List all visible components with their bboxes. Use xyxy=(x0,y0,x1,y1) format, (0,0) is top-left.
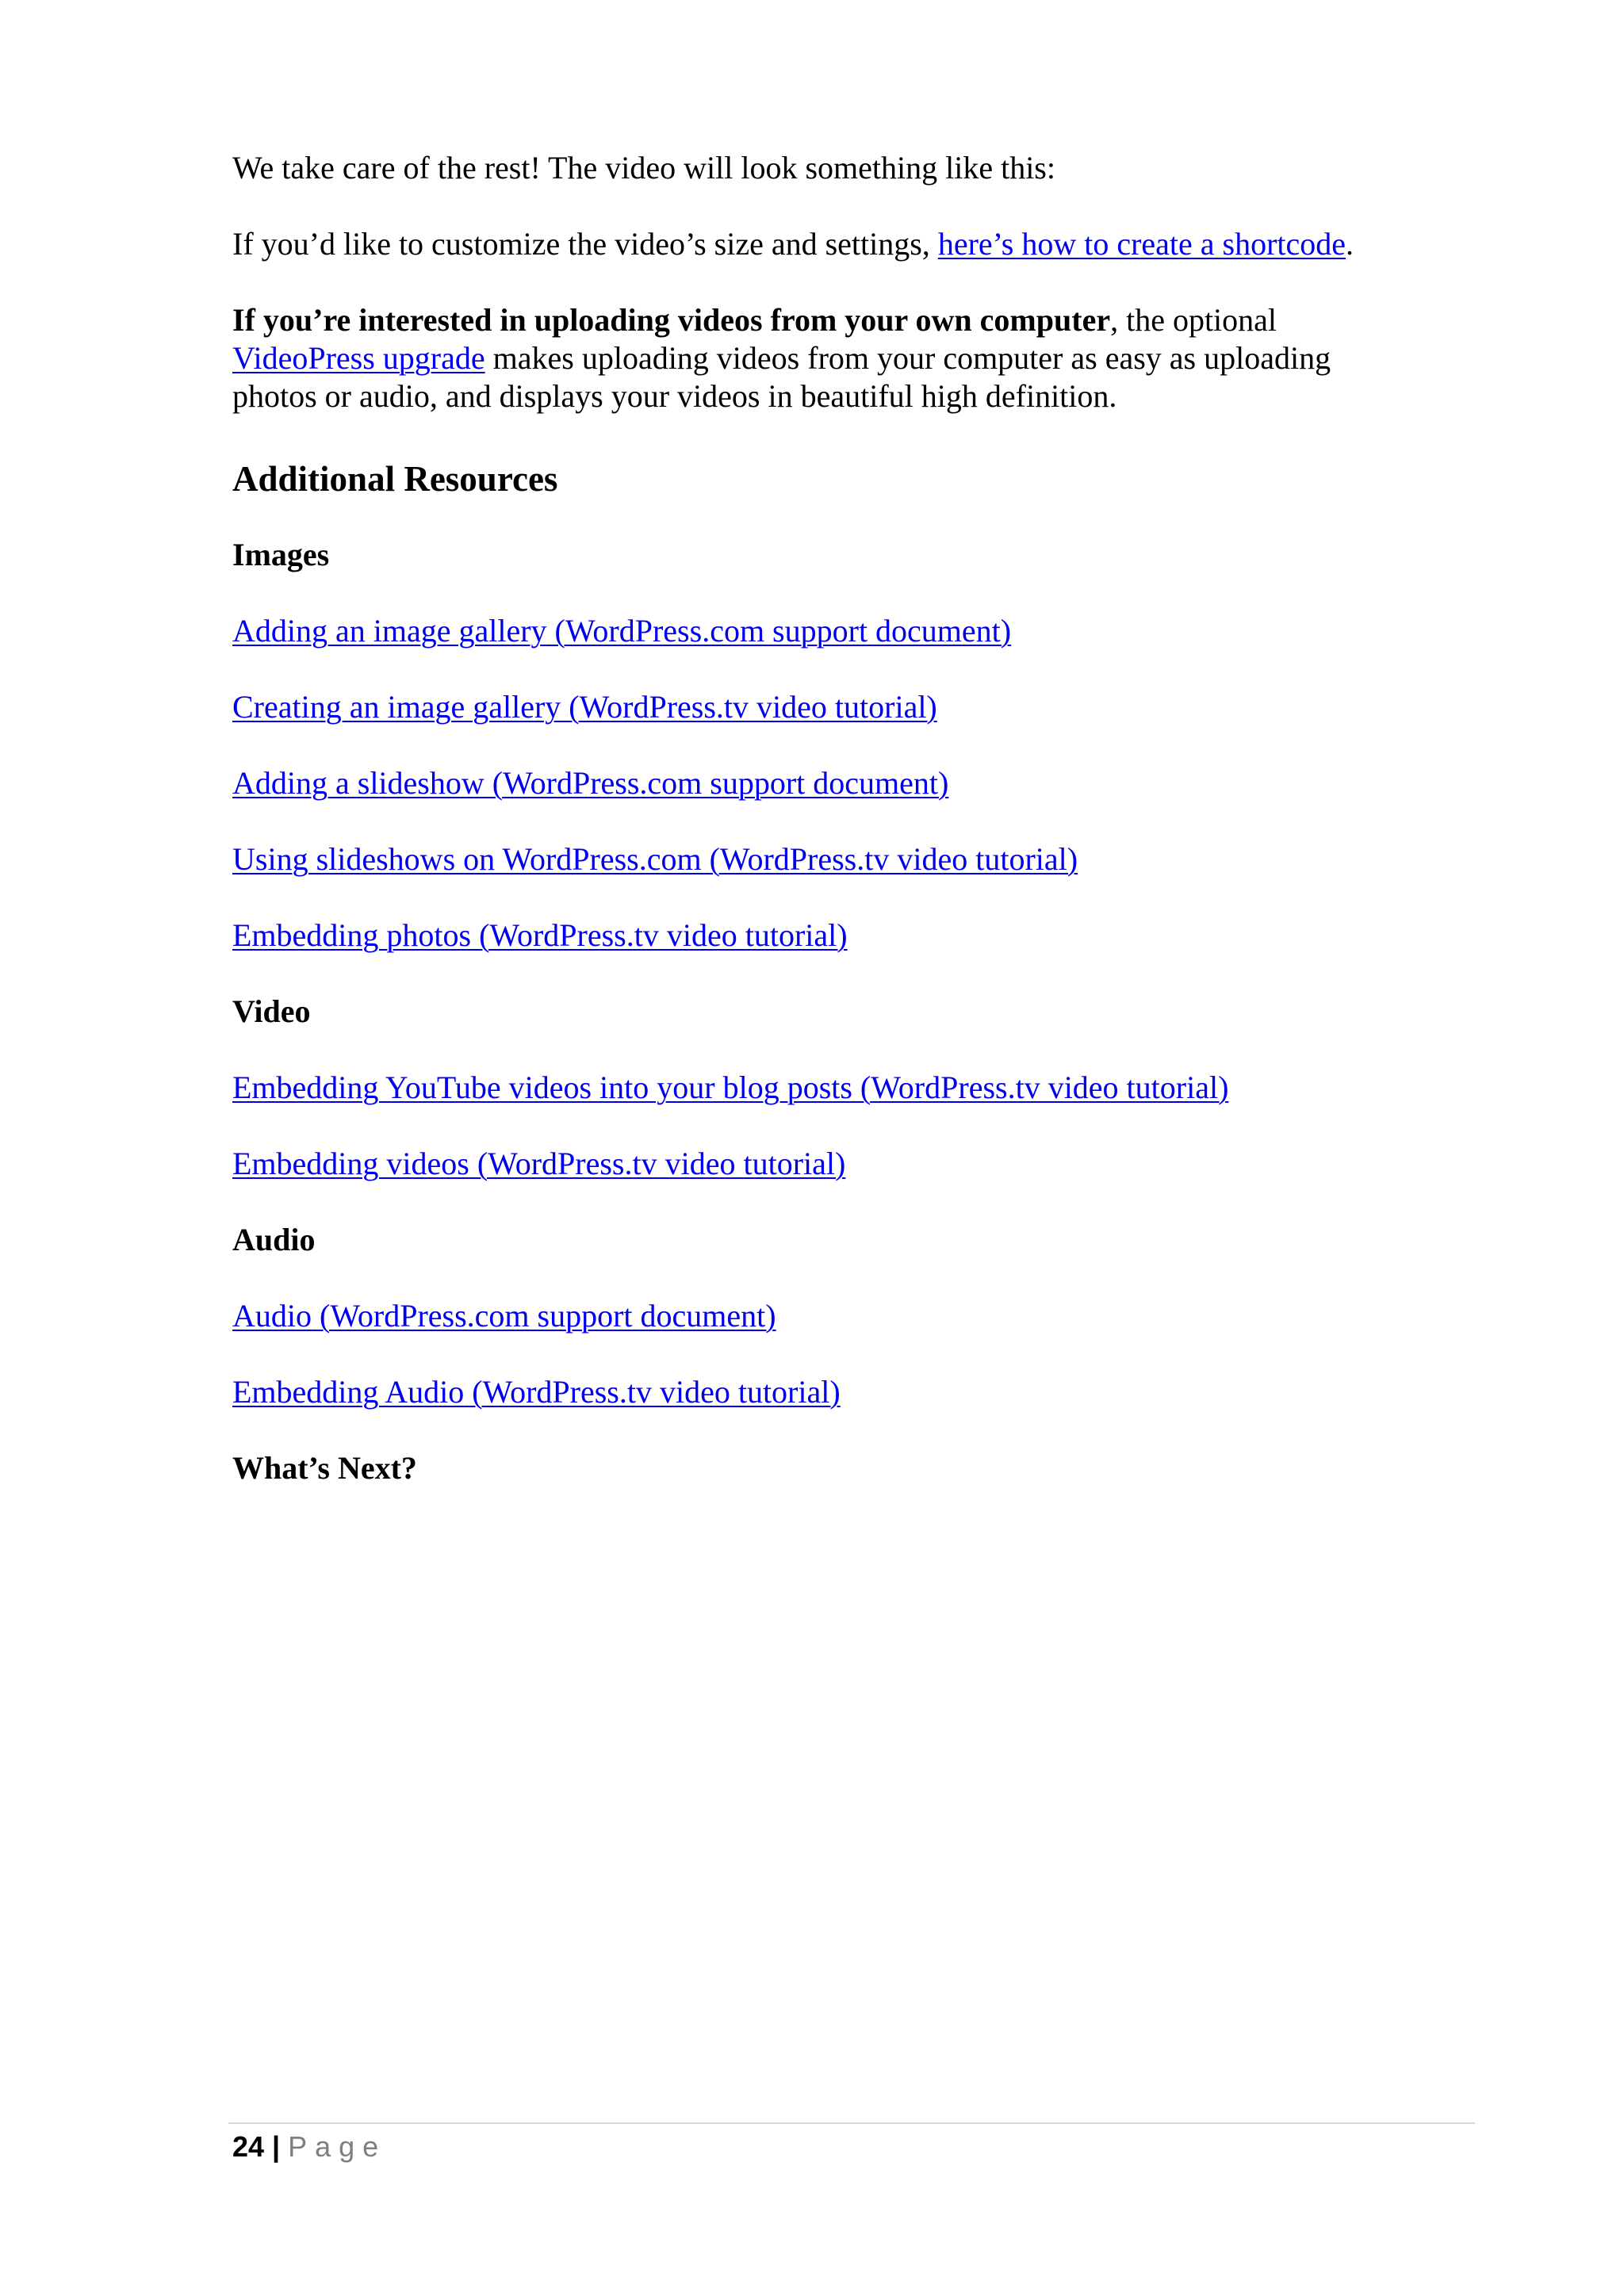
images-link-item xyxy=(232,612,1406,650)
video-link-item xyxy=(232,1145,1406,1183)
upload-paragraph xyxy=(232,301,1406,415)
footer-divider xyxy=(228,2122,1475,2124)
shortcode-paragraph xyxy=(232,225,1406,263)
shortcode-text: If you’d like to customize the video’s size and settings, xyxy=(232,226,938,262)
images-heading: Images xyxy=(232,537,330,572)
upload-text-2: makes uploading videos from your computer as easy as uploading photos or audio, and displays your videos in beautiful high definition. xyxy=(232,340,1331,414)
audio-link-item xyxy=(232,1297,1406,1335)
audio-link-item xyxy=(232,1373,1406,1411)
audio-heading: Audio xyxy=(232,1222,316,1257)
page-number: 24 xyxy=(232,2130,265,2163)
whats-next-heading: What’s Next? xyxy=(232,1450,417,1486)
images-link-item xyxy=(232,688,1406,726)
embedding-videos-link[interactable]: Embedding videos (WordPress.tv video tutorial) xyxy=(232,1146,846,1181)
page-footer xyxy=(232,2128,386,2166)
embedding-youtube-link[interactable]: Embedding YouTube videos into your blog posts (WordPress.tv video tutorial) xyxy=(232,1070,1229,1105)
adding-slideshow-link[interactable]: Adding a slideshow (WordPress.com support document) xyxy=(232,765,949,801)
audio-support-link[interactable]: Audio (WordPress.com support document) xyxy=(232,1298,776,1334)
creating-image-gallery-link[interactable]: Creating an image gallery (WordPress.tv video tutorial) xyxy=(232,689,937,725)
intro-paragraph xyxy=(232,149,1406,187)
page-label: Page xyxy=(288,2130,387,2163)
upload-bold-text: If you’re interested in uploading videos from your own computer xyxy=(232,302,1111,338)
intro-text: We take care of the rest! The video will look something like this: xyxy=(232,150,1055,186)
videopress-upgrade-link[interactable]: VideoPress upgrade xyxy=(232,340,485,376)
images-link-item xyxy=(232,916,1406,955)
upload-text-1: , the optional xyxy=(1110,302,1277,338)
video-heading: Video xyxy=(232,993,311,1029)
images-link-item xyxy=(232,764,1406,802)
using-slideshows-link[interactable]: Using slideshows on WordPress.com (WordPress.tv video tutorial) xyxy=(232,841,1078,877)
embedding-audio-link[interactable]: Embedding Audio (WordPress.tv video tutorial) xyxy=(232,1374,841,1410)
footer-separator: | xyxy=(272,2130,281,2163)
images-link-item xyxy=(232,840,1406,878)
embedding-photos-link[interactable]: Embedding photos (WordPress.tv video tutorial) xyxy=(232,917,848,953)
adding-image-gallery-link[interactable]: Adding an image gallery (WordPress.com support document) xyxy=(232,613,1012,649)
shortcode-link[interactable]: here’s how to create a shortcode xyxy=(937,226,1346,262)
shortcode-period: . xyxy=(1346,226,1354,262)
document-body xyxy=(232,149,1406,1525)
additional-resources-heading: Additional Resources xyxy=(232,459,558,499)
video-link-item xyxy=(232,1069,1406,1107)
